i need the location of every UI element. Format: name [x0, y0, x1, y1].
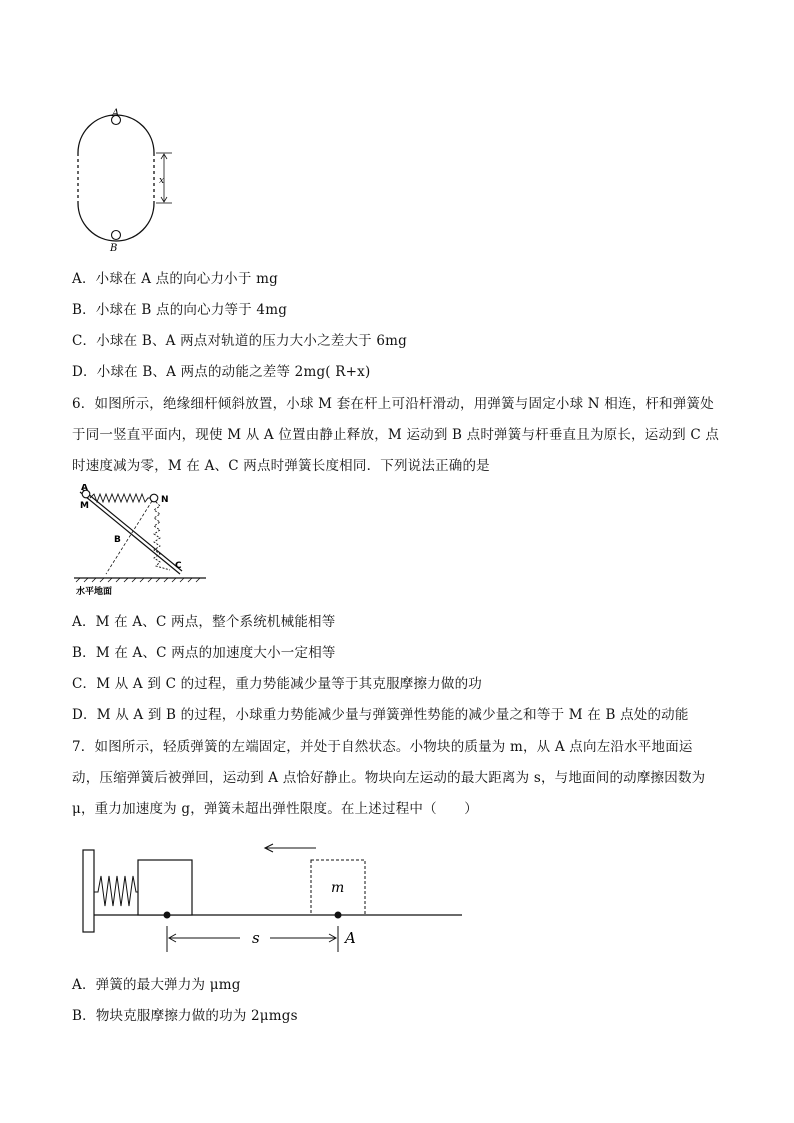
- spring: [94, 876, 138, 906]
- oval-track-figure: [72, 105, 182, 255]
- dim-arrow-left: [169, 934, 240, 942]
- label-b: B: [110, 243, 118, 254]
- spring-block-figure: [80, 840, 480, 958]
- label-a: A: [81, 484, 88, 493]
- q6-stem-line-3: 时速度减为零，M 在 A、C 两点时弹簧长度相同．下列说法正确的是: [72, 458, 490, 474]
- spring-horizontal: [90, 494, 150, 502]
- q7-stem-line-2: 动，压缩弹簧后被弹回，运动到 A 点恰好静止。物块向左运动的最大距离为 s，与地面间的动摩擦因数为: [72, 770, 706, 786]
- q6-option-d: D．M 从 A 到 B 的过程，小球重力势能减少量与弹簧弹性势能的减少量之和等于 M 在 B 点处的动能: [72, 707, 689, 723]
- dashed-to-b: [106, 501, 152, 574]
- q7-option-b: B．物块克服摩擦力做的功为 2μmgs: [72, 1008, 298, 1024]
- label-a: A: [345, 929, 356, 947]
- q6-option-a: A．M 在 A、C 两点，整个系统机械能相等: [72, 614, 336, 630]
- q7-stem-line-3: μ，重力加速度为 g，弹簧未超出弹性限度。在上述过程中（ ）: [72, 801, 478, 817]
- label-s: s: [252, 929, 260, 947]
- ball-b: [112, 231, 121, 240]
- q6-stem-line-1: 6．如图所示，绝缘细杆倾斜放置，小球 M 套在杆上可沿杆滑动，用弹簧与固定小球 N 相连，杆和弹簧处: [72, 396, 714, 412]
- label-x: x: [159, 176, 165, 186]
- q6-option-c: C．M 从 A 到 C 的过程，重力势能减少量等于其克服摩擦力做的功: [72, 676, 482, 692]
- dim-arrow-right: [270, 934, 336, 942]
- wall: [83, 850, 94, 932]
- q7-stem-line-1: 7．如图所示，轻质弹簧的左端固定，并处于自然状态。小物块的质量为 m，从 A 点向左沿水平地面运: [72, 739, 693, 755]
- q6-option-b: B．M 在 A、C 两点的加速度大小一定相等: [72, 645, 336, 661]
- label-m: M: [80, 501, 89, 511]
- incline-rod-figure: [72, 484, 212, 600]
- motion-arrow: [265, 844, 316, 852]
- q5-option-b: B．小球在 B 点的向心力等于 4mg: [72, 302, 288, 318]
- q5-option-c: C．小球在 B、A 两点对轨道的压力大小之差大于 6mg: [72, 333, 408, 349]
- block-compressed: [138, 860, 192, 915]
- ball-n: [150, 494, 158, 502]
- q5-option-a: A．小球在 A 点的向心力小于 mg: [72, 271, 278, 287]
- point-left: [164, 912, 171, 919]
- point-a: [335, 912, 342, 919]
- label-a: A: [112, 108, 120, 119]
- q5-option-d: D．小球在 B、A 两点的动能之差等 2mg( R+x): [72, 364, 371, 380]
- label-c: C: [175, 561, 182, 571]
- label-m: m: [331, 880, 345, 896]
- ground-label: 水平地面: [76, 587, 113, 597]
- q6-stem-line-2: 于同一竖直平面内，现使 M 从 A 位置由静止释放，M 运动到 B 点时弹簧与杆垂直且为原长，运动到 C 点: [72, 427, 720, 443]
- label-n: N: [161, 495, 169, 505]
- label-b: B: [114, 535, 121, 545]
- q7-option-a: A．弹簧的最大弹力为 μmg: [72, 977, 241, 993]
